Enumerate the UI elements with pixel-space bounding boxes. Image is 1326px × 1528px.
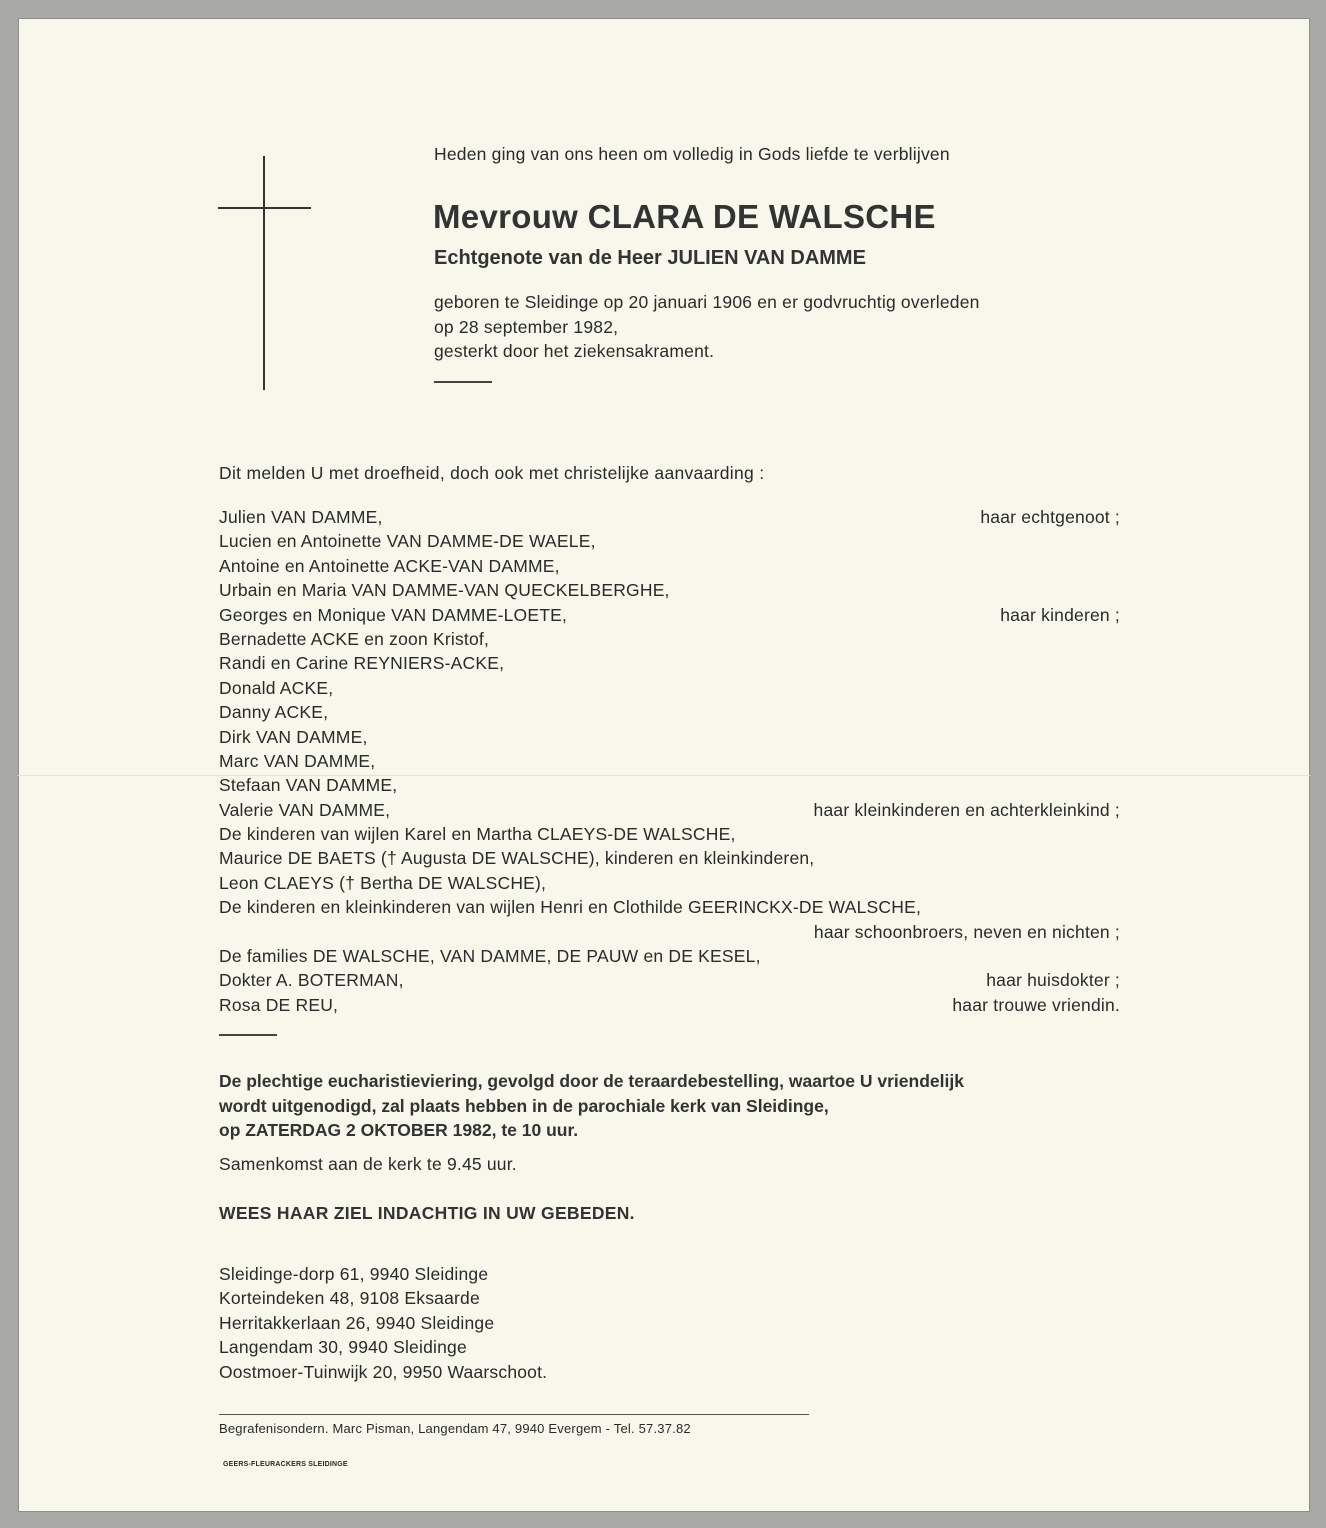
family-row xyxy=(219,846,1120,870)
family-member-name: Maurice DE BAETS († Augusta DE WALSCHE), kinderen en kleinkinderen, xyxy=(219,848,815,869)
divider xyxy=(219,1034,277,1036)
prayer-request: WEES HAAR ZIEL INDACHTIG IN UW GEBEDEN. xyxy=(219,1203,635,1223)
family-row xyxy=(219,700,1120,724)
family-member-name: De kinderen en kleinkinderen van wijlen Henri en Clothilde GEERINCKX-DE WALSCHE, xyxy=(219,897,922,918)
address-line: Sleidinge-dorp 61, 9940 Sleidinge xyxy=(219,1264,489,1284)
family-row xyxy=(219,603,1120,627)
family-row xyxy=(219,773,1120,797)
birth-line: geboren te Sleidinge op 20 januari 1906 en er godvruchtig overleden xyxy=(434,292,980,312)
family-row xyxy=(219,529,1120,553)
family-member-name: Dokter A. BOTERMAN, xyxy=(219,970,404,991)
family-row xyxy=(219,968,1120,992)
printer-credit: GEERS-FLEURACKERS SLEIDINGE xyxy=(223,1461,348,1468)
family-row xyxy=(219,993,1120,1017)
divider xyxy=(434,381,492,383)
family-row xyxy=(219,749,1120,773)
birth-line: op 28 september 1982, xyxy=(434,316,619,337)
family-member-name: Leon CLAEYS († Bertha DE WALSCHE), xyxy=(219,872,547,893)
service-details xyxy=(219,1069,964,1143)
address-line: Oostmoer-Tuinwijk 20, 9950 Waarschoot. xyxy=(219,1361,548,1382)
family-relation: haar trouwe vriendin. xyxy=(952,994,1120,1015)
address-line: Herritakkerlaan 26, 9940 Sleidinge xyxy=(219,1312,495,1333)
family-member-name: Donald ACKE, xyxy=(219,677,334,698)
intro-text: Heden ging van ons heen om volledig in Gods liefde te verblijven xyxy=(434,144,950,164)
gathering-time: Samenkomst aan de kerk te 9.45 uur. xyxy=(219,1154,517,1174)
address-line: Korteindeken 48, 9108 Eksaarde xyxy=(219,1288,480,1309)
spouse-line: Echtgenote van de Heer JULIEN VAN DAMME xyxy=(434,247,866,269)
family-member-name: Bernadette ACKE en zoon Kristof, xyxy=(219,628,490,649)
family-relation: haar huisdokter ; xyxy=(986,970,1120,991)
family-member-name: De kinderen van wijlen Karel en Martha CLAEYS-DE WALSCHE, xyxy=(219,824,736,845)
service-line: wordt uitgenodigd, zal plaats hebben in de parochiale kerk van Sleidinge, xyxy=(219,1095,829,1116)
birth-death-details xyxy=(434,290,980,364)
family-member-name: Danny ACKE, xyxy=(219,702,329,723)
family-member-name: Antoine en Antoinette ACKE-VAN DAMME, xyxy=(219,555,560,576)
family-member-name: Urbain en Maria VAN DAMME-VAN QUECKELBERGHE, xyxy=(219,580,670,601)
family-row xyxy=(219,895,1120,919)
family-row xyxy=(219,920,1120,944)
family-member-name: De families DE WALSCHE, VAN DAMME, DE PAUW en DE KESEL, xyxy=(219,946,761,967)
address-list xyxy=(219,1262,547,1384)
family-member-name: Marc VAN DAMME, xyxy=(219,750,376,771)
family-relation: haar echtgenoot ; xyxy=(980,507,1120,527)
family-member-name: Julien VAN DAMME, xyxy=(219,507,383,527)
family-relation: haar kinderen ; xyxy=(1000,604,1120,625)
family-row xyxy=(219,627,1120,651)
undertaker-info: Begrafenisondern. Marc Pisman, Langendam 47, 9940 Evergem - Tel. 57.37.82 xyxy=(219,1421,691,1436)
family-row xyxy=(219,871,1120,895)
family-member-name: Lucien en Antoinette VAN DAMME-DE WAELE, xyxy=(219,531,596,552)
family-member-name: Rosa DE REU, xyxy=(219,994,339,1015)
family-row xyxy=(219,578,1120,602)
family-list xyxy=(219,505,1120,1017)
mourning-card xyxy=(18,18,1310,1512)
family-member-name: Stefaan VAN DAMME, xyxy=(219,775,398,796)
deceased-name: Mevrouw CLARA DE WALSCHE xyxy=(433,198,936,235)
family-row xyxy=(219,822,1120,846)
footer-rule xyxy=(219,1414,809,1415)
family-row xyxy=(219,676,1120,700)
family-relation: haar schoonbroers, neven en nichten ; xyxy=(813,921,1120,942)
service-line: op ZATERDAG 2 OKTOBER 1982, te 10 uur. xyxy=(219,1120,579,1140)
family-member-name: Georges en Monique VAN DAMME-LOETE, xyxy=(219,604,568,625)
family-member-name: Valerie VAN DAMME, xyxy=(219,799,391,820)
family-relation: haar kleinkinderen en achterkleinkind ; xyxy=(813,799,1120,820)
family-member-name: Dirk VAN DAMME, xyxy=(219,726,368,747)
family-row xyxy=(219,505,1120,529)
family-member-name: Randi en Carine REYNIERS-ACKE, xyxy=(219,653,505,674)
birth-line: gesterkt door het ziekensakrament. xyxy=(434,341,715,361)
family-row xyxy=(219,798,1120,822)
service-line: De plechtige eucharistieviering, gevolgd door de teraardebestelling, waartoe U vriendelijk xyxy=(219,1071,964,1091)
family-row xyxy=(219,554,1120,578)
address-line: Langendam 30, 9940 Sleidinge xyxy=(219,1337,467,1358)
family-row xyxy=(219,725,1120,749)
mourners-intro: Dit melden U met droefheid, doch ook met christelijke aanvaarding : xyxy=(219,463,765,483)
family-row xyxy=(219,651,1120,675)
family-row xyxy=(219,944,1120,968)
